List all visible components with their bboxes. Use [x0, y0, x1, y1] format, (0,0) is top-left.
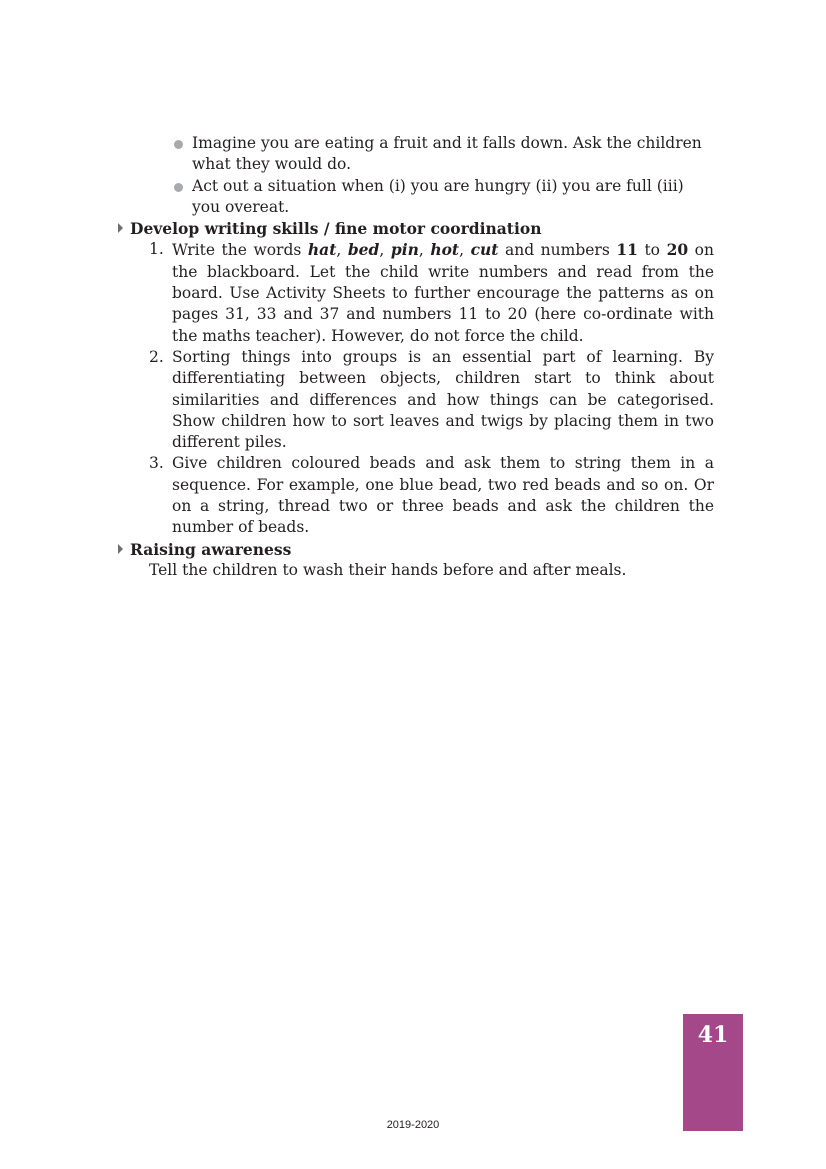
word-bed: bed [347, 240, 380, 260]
page-content [118, 133, 714, 581]
item-text: and numbers [498, 241, 617, 260]
footer-year: 2019-2020 [386, 1119, 440, 1131]
bullet-item [118, 176, 714, 219]
comma: , [379, 241, 391, 260]
awareness-text: Tell the children to wash their hands before and after meals. [149, 560, 627, 579]
item-text: Sorting things into groups is an essential part of learning. By differentiating between objects, children start to think about similarities and differences and how things can be categorised. Show children how to sort leaves and twigs by placing them in two different piles. [172, 347, 714, 452]
word-pin: pin [390, 240, 419, 260]
number-11: 11 [616, 240, 638, 260]
numbered-item-3 [118, 453, 714, 538]
numbered-item-2 [118, 347, 714, 453]
word-hot: hot [430, 240, 460, 260]
bullet-dot-icon [174, 140, 183, 149]
section-heading-text: Raising awareness [130, 539, 292, 559]
section-heading-writing-skills [118, 218, 714, 239]
arrow-right-icon [118, 544, 123, 554]
section-heading-text: Develop writing skills / fine motor coordination [130, 219, 542, 239]
number-20: 20 [666, 240, 689, 260]
item-number: 2. [149, 347, 164, 366]
arrow-right-icon [118, 223, 123, 233]
bullet-text: Act out a situation when (i) you are hungry (ii) you are full (iii) you overeat. [192, 176, 684, 216]
page-number-tab [683, 1014, 743, 1131]
bullet-item [118, 133, 714, 176]
bullet-text: Imagine you are eating a fruit and it falls down. Ask the children what they would do. [192, 134, 702, 174]
section-heading-raising-awareness [118, 539, 714, 560]
item-text: Write the words [172, 241, 308, 260]
word-cut: cut [470, 240, 499, 260]
item-text: to [637, 241, 667, 260]
item-number: 3. [149, 454, 164, 473]
comma: , [418, 241, 431, 260]
numbered-item-1 [118, 239, 714, 346]
comma: , [459, 241, 471, 260]
page-number: 41 [697, 1022, 729, 1048]
item-text: Give children coloured beads and ask them to string them in a sequence. For example, one blue bead, two red beads and so on. Or on a string, thread two or three beads and ask the children the number of beads. [172, 454, 714, 537]
bullet-dot-icon [174, 183, 183, 192]
item-number: 1. [149, 240, 164, 259]
item-text: on the blackboard. Let the child write numbers and read from the board. Use Activity Sheets to further encourage the patterns as on pages 31, 33 and 37 and numbers 11 to 20 (here co-ordinate with the maths teacher). However, do not force the child. [172, 241, 714, 345]
word-hat: hat [307, 240, 337, 260]
comma: , [336, 241, 348, 260]
